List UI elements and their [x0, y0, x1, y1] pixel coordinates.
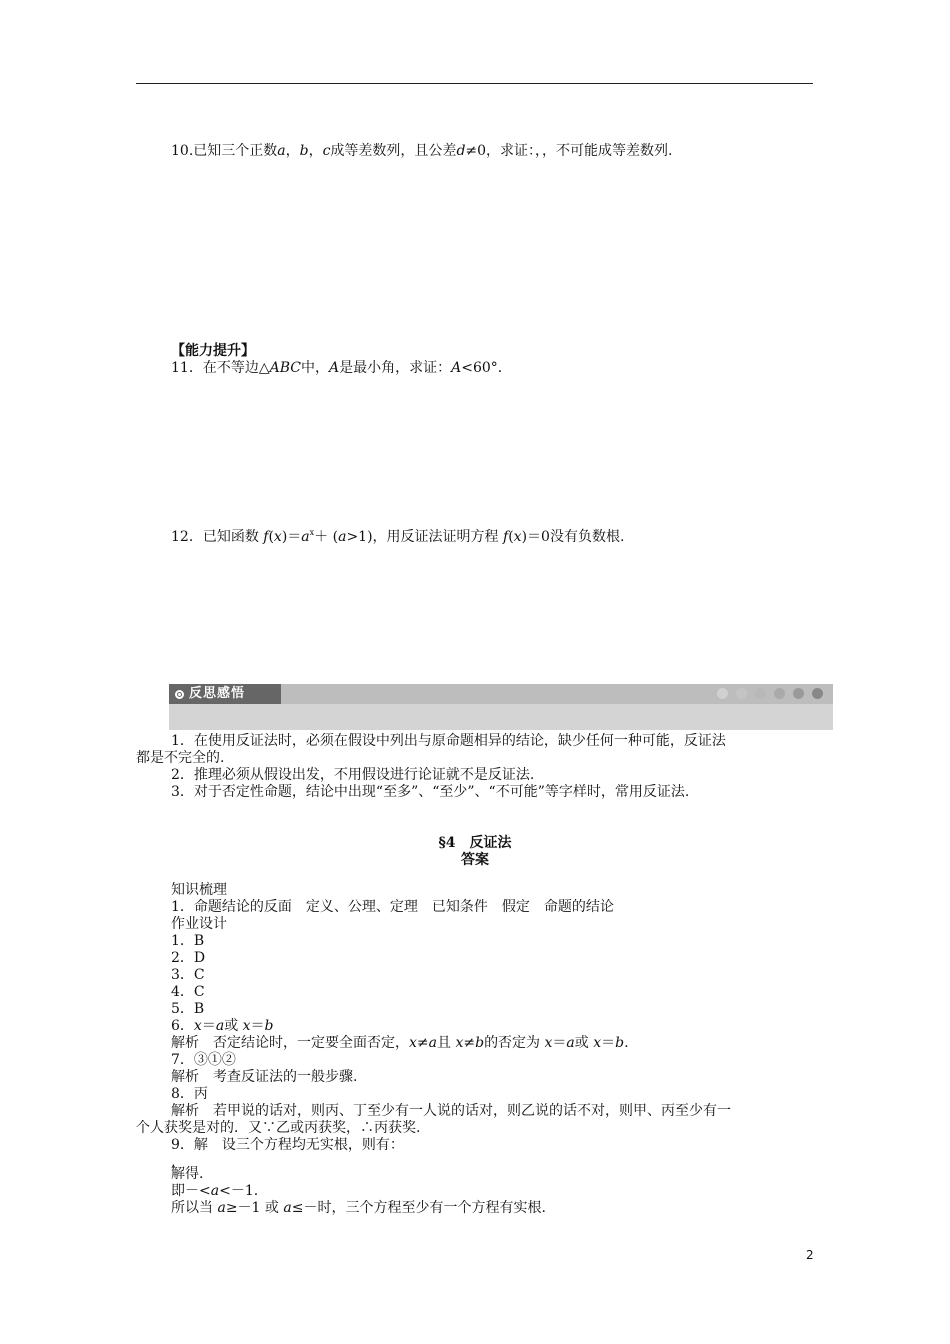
answer-2: 2．D — [171, 950, 206, 966]
banner-dot — [717, 688, 728, 699]
reflection-banner — [169, 684, 833, 730]
banner-dot — [736, 688, 747, 699]
answer-1: 1．B — [171, 933, 205, 949]
explanation-6: 解析 否定结论时，一定要全面否定，x≠a且 x≠b的否定为 x＝a或 x＝b. — [171, 1035, 629, 1051]
question-12: 12．已知函数 $f(x)=a^x+ (a>1)$，用反证法证明方程 f(x)＝0没有负数根. — [171, 528, 625, 545]
answer-heading-knowledge: 知识梳理 — [171, 882, 227, 898]
explanation-8: 解析 若甲说的话对，则丙、丁至少有一人说的话对，则乙说的话不对，则甲、丙至少有一 — [171, 1103, 731, 1119]
reflect-line-2: 2．推理必须从假设出发，不用假设进行论证就不是反证法. — [171, 767, 535, 783]
answer-heading-homework: 作业设计 — [171, 916, 227, 932]
answer-9-conclusion: 所以当 a≥－1 或 a≤－时，三个方程至少有一个方程有实根. — [171, 1200, 546, 1216]
header-rule — [136, 83, 813, 84]
answer-7: 7．③①② — [171, 1052, 236, 1068]
answer-9-comma: , — [171, 1154, 176, 1170]
reflect-line-3: 3．对于否定性命题，结论中出现“至多”、“至少”、“不可能”等字样时，常用反证法. — [171, 784, 690, 800]
banner-dot — [793, 688, 804, 699]
reflect-line-1: 1．在使用反证法时，必须在假设中列出与原命题相异的结论，缺少任何一种可能，反证法 — [171, 733, 726, 749]
answer-9-solve: 解得. — [171, 1166, 204, 1182]
answer-9: 9．解 设三个方程均无实根，则有： — [171, 1137, 404, 1153]
answer-9-range: 即－<a<－1. — [171, 1183, 259, 1199]
answer-4: 4．C — [171, 984, 205, 1000]
answer-k1: 1．命题结论的反面 定义、公理、定理 已知条件 假定 命题的结论 — [171, 899, 614, 915]
answer-3: 3．C — [171, 967, 205, 983]
explanation-7: 解析 考查反证法的一般步骤. — [171, 1069, 358, 1085]
answer-6: 6．x＝a或 x＝b — [171, 1018, 274, 1034]
banner-dot — [774, 688, 785, 699]
banner-dots — [717, 688, 823, 699]
banner-dot — [812, 688, 823, 699]
answer-5: 5．B — [171, 1001, 205, 1017]
answer-title: §4 反证法 — [438, 835, 512, 851]
page-number: 2 — [806, 1248, 814, 1262]
banner-dot — [755, 688, 766, 699]
target-icon — [175, 690, 184, 699]
banner-label: 反思感悟 — [169, 684, 281, 704]
section-ability: 【能力提升】 — [171, 343, 255, 359]
answer-subtitle: 答案 — [461, 852, 489, 868]
reflect-line-1b: 都是不完全的. — [136, 750, 225, 766]
question-11: 11．在不等边△ABC中，A是最小角，求证：A<60°． — [171, 360, 512, 376]
answer-8: 8．丙 — [171, 1086, 208, 1102]
question-10: 10.已知三个正数a，b，c成等差数列，且公差d≠0，求证：，，不可能成等差数列. — [171, 143, 673, 159]
explanation-8b: 个人获奖是对的．又∵乙或丙获奖，∴丙获奖. — [136, 1120, 421, 1136]
